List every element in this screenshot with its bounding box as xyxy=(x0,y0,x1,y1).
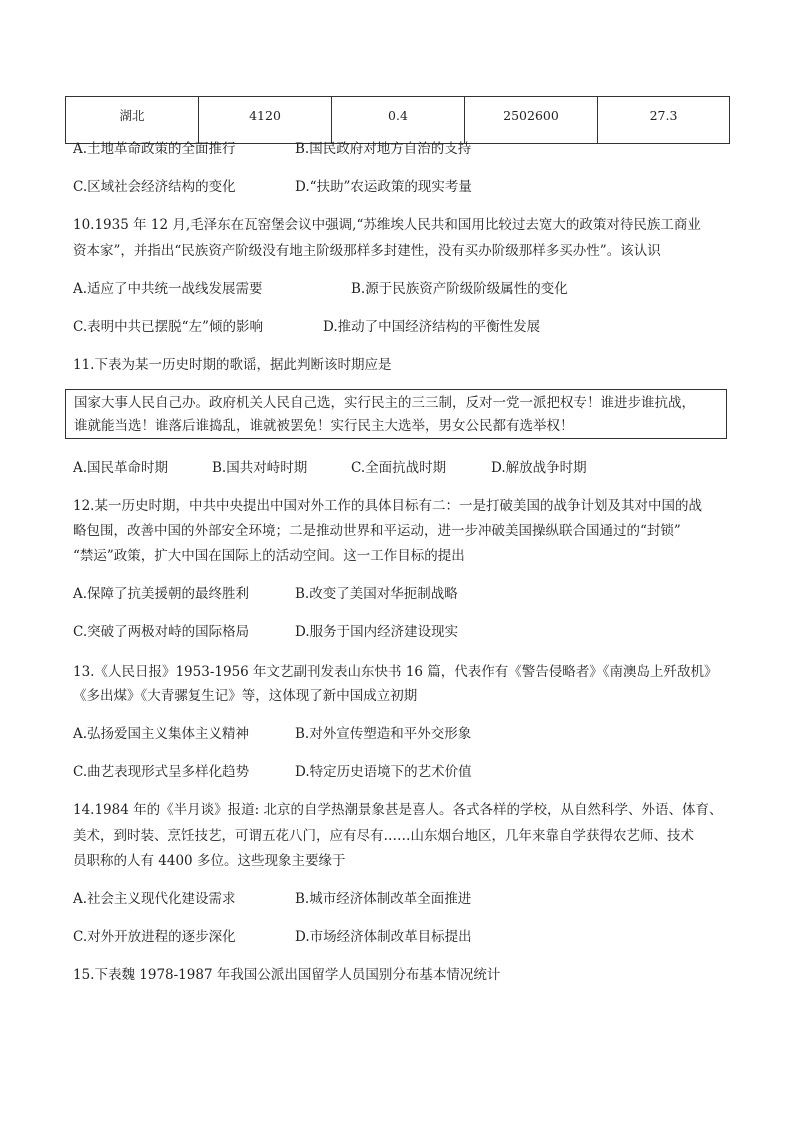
q10-option-a: A.适应了中共统一战线发展需要 xyxy=(73,281,263,297)
q10-option-b: B.源于民族资产阶级阶级属性的变化 xyxy=(351,281,568,297)
q11-quote-box xyxy=(65,389,727,439)
q11-option-d: D.解放战争时期 xyxy=(491,460,587,476)
q9-option-a: A.土地革命政策的全面推行 xyxy=(73,141,236,157)
q9-option-c: C.区域社会经济结构的变化 xyxy=(73,179,236,195)
q14-stem-line3: 员职称的人有 4400 多位。这些现象主要缘于 xyxy=(73,853,346,869)
q11-stem: 11.下表为某一历史时期的歌谣，据此判断该时期应是 xyxy=(73,357,392,373)
q11-quote-line2: 谁就能当选！谁落后谁捣乱，谁就被罢免！实行民主大选举，男女公民都有选举权！ xyxy=(74,418,574,434)
table-cell: 0.4 xyxy=(332,97,465,144)
q13-option-b: B.对外宣传塑造和平外交形象 xyxy=(295,726,472,742)
q10-stem-line1: 10.1935 年 12 月,毛泽东在瓦窑堡会议中强调,“苏维埃人民共和国用比较过去宽大的政策对待民族工商业 xyxy=(73,217,701,233)
q12-stem-line2: 略包围，改善中国的外部安全环境；二是推动世界和平运动，进一步冲破美国操纵联合国通过的“封锁” xyxy=(73,523,681,539)
q10-option-c: C.表明中共已摆脱“左”倾的影响 xyxy=(73,319,263,335)
q11-option-a: A.国民革命时期 xyxy=(73,460,169,476)
q13-option-a: A.弘扬爱国主义集体主义精神 xyxy=(73,726,250,742)
table-cell: 27.3 xyxy=(598,97,730,144)
q14-stem-line1: 14.1984 年的《半月谈》报道: 北京的自学热潮景象甚是喜人。各式各样的学校，从自然科学、外语、体育、 xyxy=(73,802,723,818)
q10-stem-line2: 资本家”，并指出“民族资产阶级没有地主阶级那样多封建性，没有买办阶级那样多买办性”。该认识 xyxy=(73,243,661,259)
table-row xyxy=(66,97,730,144)
q14-option-a: A.社会主义现代化建设需求 xyxy=(73,891,236,907)
q12-option-d: D.服务于国内经济建设现实 xyxy=(295,624,459,640)
data-table xyxy=(65,96,730,144)
table-cell: 2502600 xyxy=(465,97,598,144)
q14-option-b: B.城市经济体制改革全面推进 xyxy=(295,891,472,907)
q14-stem-line2: 美术，到时装、烹饪技艺，可谓五花八门，应有尽有……山东烟台地区，几年来靠自学获得农艺师、技术 xyxy=(73,828,694,844)
q15-stem: 15.下表魏 1978-1987 年我国公派出国留学人员国别分布基本情况统计 xyxy=(73,967,501,983)
q9-option-d: D.“扶助”农运政策的现实考量 xyxy=(295,179,472,195)
q14-option-d: D.市场经济体制改革目标提出 xyxy=(295,929,472,945)
q14-option-c: C.对外开放进程的逐步深化 xyxy=(73,929,236,945)
q11-option-c: C.全面抗战时期 xyxy=(351,460,447,476)
q13-stem-line1: 13.《人民日报》1953-1956 年文艺副刊发表山东快书 16 篇，代表作有《警告侵略者》《南澳岛上歼敌机》 xyxy=(73,664,718,680)
q12-option-c: C.突破了两极对峙的国际格局 xyxy=(73,624,250,640)
q13-stem-line2: 《多出煤》《大青骡复生记》等，这体现了新中国成立初期 xyxy=(73,688,418,704)
q11-quote-line1: 国家大事人民自己办。政府机关人民自己选，实行民主的三三制，反对一党一派把权专！谁进步谁抗战， xyxy=(74,395,695,411)
table-cell-province: 湖北 xyxy=(66,97,199,144)
q13-option-d: D.特定历史语境下的艺术价值 xyxy=(295,764,472,780)
q10-option-d: D.推动了中国经济结构的平衡性发展 xyxy=(323,319,541,335)
q12-option-b: B.改变了美国对华扼制战略 xyxy=(295,586,458,602)
table-cell: 4120 xyxy=(199,97,332,144)
q12-stem-line1: 12.某一历史时期，中共中央提出中国对外工作的具体目标有二：一是打破美国的战争计划及其对中国的战 xyxy=(73,498,702,514)
q9-option-b: B.国民政府对地方自治的支持 xyxy=(295,141,472,157)
q13-option-c: C.曲艺表现形式呈多样化趋势 xyxy=(73,764,250,780)
q12-stem-line3: “禁运”政策，扩大中国在国际上的活动空间。这一工作目标的提出 xyxy=(73,548,465,564)
q12-option-a: A.保障了抗美援朝的最终胜利 xyxy=(73,586,250,602)
q11-option-b: B.国共对峙时期 xyxy=(212,460,308,476)
